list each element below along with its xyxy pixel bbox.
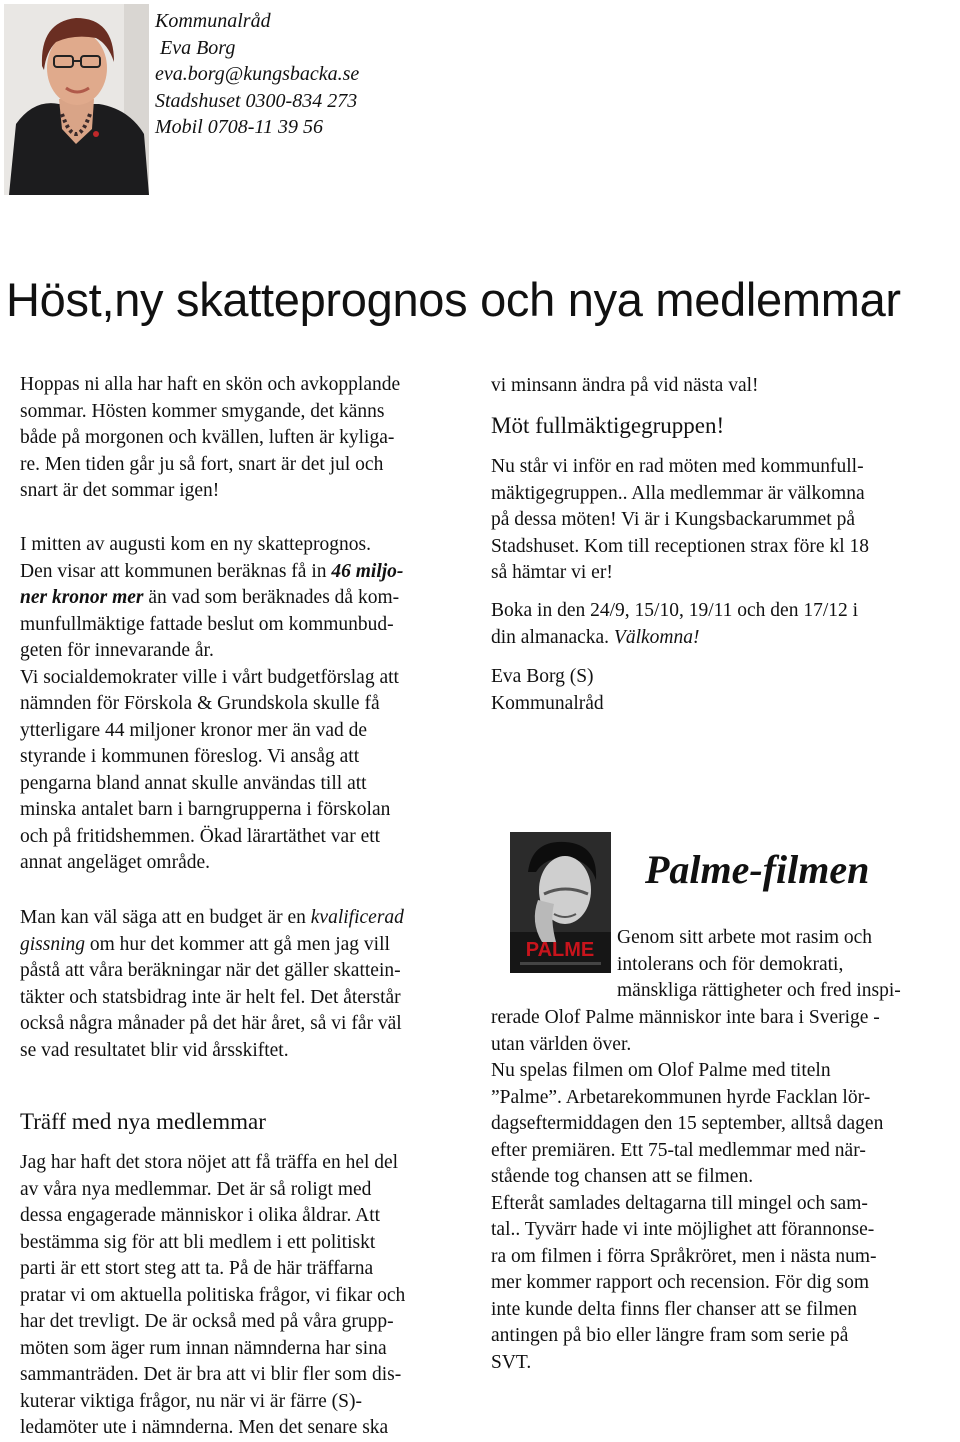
- palme-section: [491, 1005, 958, 1376]
- contact-title: Kommunalråd: [155, 10, 271, 32]
- meet-line: Nu står vi inför en rad möten med kommunfull-: [491, 456, 864, 477]
- palme-line: stående tog chansen att se filmen.: [491, 1166, 754, 1187]
- budget-emphasis: kvalificerad: [310, 907, 404, 928]
- palme-wrapped-text: [617, 925, 901, 1005]
- forecast-section: [20, 532, 490, 877]
- palme-line: SVT.: [491, 1351, 532, 1373]
- forecast-line: minska antalet barn i barngrupperna i förskolan: [20, 799, 391, 820]
- meet-section: [491, 454, 958, 587]
- palme-line: mer kommer rapport och recension. För dig som: [491, 1272, 869, 1293]
- budget-line: [20, 932, 490, 959]
- members-line: har det trevligt. De är också med på våra grupp-: [20, 1311, 394, 1332]
- intro-line: re. Men tiden går ju så fort, snart är det jul och: [20, 453, 384, 475]
- palme-line: antingen på bio eller längre fram som serie på: [491, 1325, 849, 1346]
- palme-heading: Palme-filmen: [645, 847, 870, 892]
- members-line: Jag har haft det stora nöjet att få träffa en hel del: [20, 1152, 399, 1173]
- members-heading: Träff med nya medlemmar: [20, 1109, 266, 1134]
- intro-line: både på morgonen och kvällen, luften är kyliga-: [20, 427, 395, 448]
- palme-line: Efteråt samlades deltagarna till mingel och sam-: [491, 1192, 868, 1214]
- palme-line: inte kunde delta finns fler chanser att se filmen: [491, 1298, 858, 1320]
- forecast-line: och på fritidshemmen. Ökad lärartäthet var ett: [20, 825, 381, 847]
- intro-line: snart är det sommar igen!: [20, 480, 220, 501]
- palme-line: tal.. Tyvärr hade vi inte möjlighet att förannonse-: [491, 1219, 875, 1240]
- meet-line: mäktigegruppen.. Alla medlemmar är välkomna: [491, 482, 865, 504]
- forecast-line: ytterligare 44 miljoner kronor mer än vad de: [20, 719, 368, 741]
- forecast-line: nämnden för Förskola & Grundskola skulle få: [20, 693, 380, 714]
- budget-text: om hur det kommer att gå men jag vill: [85, 933, 390, 955]
- members-line: parti är ett stort steg att ta. På de här träffarna: [20, 1258, 374, 1279]
- forecast-line: [20, 559, 490, 586]
- budget-text: Man kan väl säga att en budget är en: [20, 907, 311, 928]
- contact-mobile: Mobil 0708-11 39 56: [155, 116, 323, 138]
- forecast-line: Vi socialdemokrater ville i vårt budgetförslag att: [20, 666, 399, 688]
- intro-line: sommar. Hösten kommer smygande, det känns: [20, 400, 385, 422]
- budget-line: påstå att våra beräkningar när det gäller skattein-: [20, 960, 401, 981]
- forecast-line: [20, 585, 490, 612]
- palme-line: Nu spelas filmen om Olof Palme med titeln: [491, 1060, 831, 1081]
- continuation-text: vi minsann ändra på vid nästa val!: [491, 375, 759, 396]
- meet-line: så hämtar vi er!: [491, 562, 613, 583]
- contact-office-phone: Stadshuset 0300-834 273: [155, 89, 358, 112]
- meet-line: Stadshuset. Kom till receptionen strax före kl 18: [491, 535, 870, 557]
- forecast-line: I mitten av augusti kom en ny skatteprognos.: [20, 534, 371, 555]
- budget-section: [20, 905, 490, 1064]
- continuation-line: [491, 373, 958, 400]
- palme-poster-image: [510, 832, 611, 973]
- palme-line: ”Palme”. Arbetarekommunen hyrde Facklan lör-: [491, 1086, 871, 1108]
- meet-heading: Möt fullmäktigegruppen!: [491, 413, 725, 438]
- members-line: bestämma sig för att bli medlem i ett politiskt: [20, 1231, 376, 1253]
- page-title: Höst,ny skatteprognos och nya medlemmar: [6, 273, 901, 326]
- palme-line: utan världen över.: [491, 1033, 632, 1055]
- dates-text: din almanacka.: [491, 626, 614, 648]
- budget-line: täkter och statsbidrag inte är helt fel. Det återstår: [20, 986, 401, 1008]
- palme-line: mänskliga rättigheter och fred inspi-: [617, 980, 901, 1001]
- contact-block: [155, 8, 359, 141]
- palme-line: Genom sitt arbete mot rasim och: [617, 927, 873, 948]
- contact-name: Eva Borg: [155, 36, 236, 59]
- dates-line: Boka in den 24/9, 15/10, 19/11 och den 17/12 i: [491, 600, 859, 621]
- members-line: pratar vi om aktuella politiska frågor, vi fikar och: [20, 1284, 406, 1306]
- palme-line: efter premiären. Ett 75-tal medlemmar med när-: [491, 1139, 866, 1161]
- forecast-line: munfullmäktige fattade beslut om kommunbud-: [20, 613, 394, 635]
- budget-line: [20, 905, 490, 932]
- forecast-line: annat angeläget område.: [20, 852, 211, 873]
- dates-line: [491, 625, 958, 652]
- dates-section: [491, 598, 958, 651]
- palme-line: dagseftermiddagen den 15 september, alltså dagen: [491, 1113, 884, 1134]
- left-column: [20, 372, 490, 505]
- forecast-text: än vad som beräknades då kom-: [143, 587, 400, 608]
- signature-title: Kommunalråd: [491, 692, 604, 714]
- forecast-line: pengarna bland annat skulle användas till att: [20, 772, 367, 794]
- author-photo: [4, 4, 149, 195]
- forecast-line: styrande i kommunen föreslog. Vi ansåg att: [20, 746, 360, 767]
- members-line: av våra nya medlemmar. Det är så roligt med: [20, 1178, 372, 1200]
- signature: [491, 664, 958, 717]
- forecast-emphasis: 46 miljo-: [331, 560, 404, 582]
- members-line: kuterar viktiga frågor, nu när vi är färre (S)-: [20, 1390, 362, 1412]
- members-line: möten som äger rum innan nämnderna har sina: [20, 1337, 387, 1359]
- forecast-text: Den visar att kommunen beräknas få in: [20, 560, 332, 582]
- palme-line: ra om filmen i förra Språkröret, men i nästa num-: [491, 1245, 877, 1267]
- signature-name: Eva Borg (S): [491, 666, 594, 687]
- palme-line: rerade Olof Palme människor inte bara i Sverige -: [491, 1007, 880, 1028]
- members-line: dessa engagerade människor i olika åldrar. Att: [20, 1205, 381, 1226]
- intro-line: Hoppas ni alla har haft en skön och avkopplande: [20, 374, 401, 395]
- members-line: ledamöter ute i nämnderna. Men det senare ska: [20, 1417, 389, 1438]
- dates-emphasis: Välkomna!: [613, 626, 700, 648]
- members-line: sammanträden. Det är bra att vi blir fler som dis-: [20, 1364, 402, 1385]
- svg-text:PALME: PALME: [525, 939, 595, 961]
- meet-line: på dessa möten! Vi är i Kungsbackarummet på: [491, 509, 855, 530]
- forecast-line: geten för innevarande år.: [20, 640, 214, 661]
- contact-email[interactable]: eva.borg@kungsbacka.se: [155, 63, 360, 85]
- palme-line: intolerans och för demokrati,: [617, 953, 844, 975]
- members-section: [20, 1150, 490, 1442]
- budget-emphasis: gissning: [20, 933, 86, 955]
- forecast-emphasis: ner kronor mer: [20, 587, 144, 608]
- budget-line: se vad resultatet blir vid årsskiftet.: [20, 1039, 289, 1061]
- budget-line: också några månader på det här året, så vi får väl: [20, 1013, 402, 1034]
